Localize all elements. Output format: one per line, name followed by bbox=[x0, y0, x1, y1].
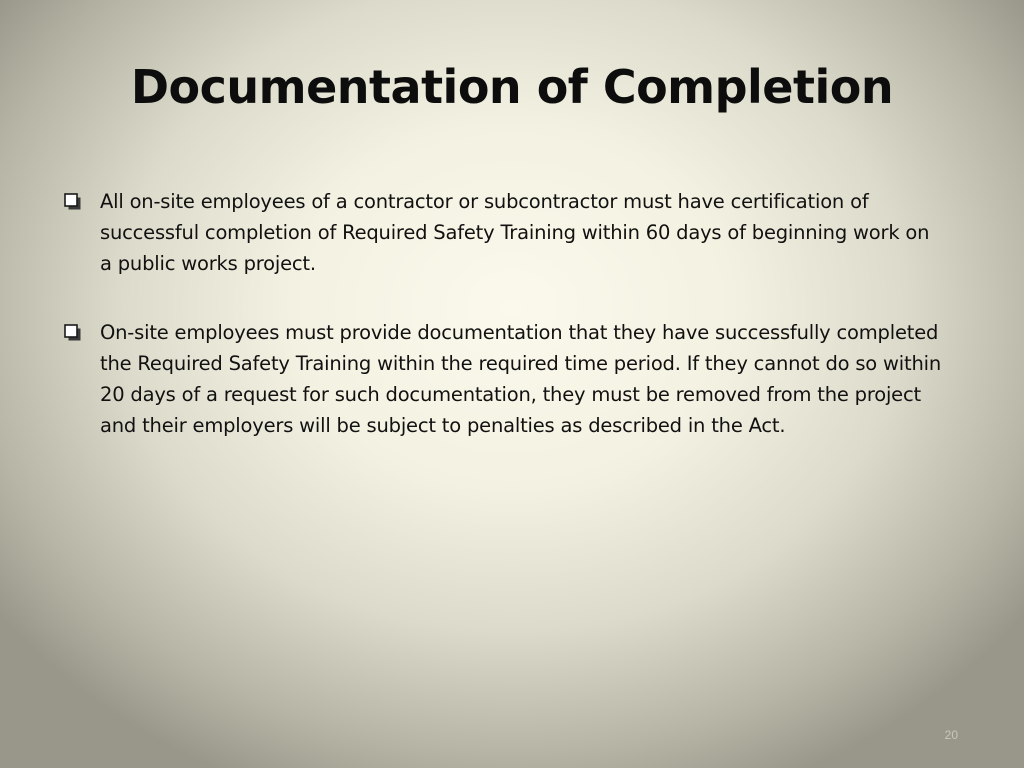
slide-title: Documentation of Completion bbox=[130, 60, 894, 114]
bullet-item bbox=[64, 317, 944, 441]
bullet-text: On-site employees must provide documentation that they have successfully completed the Required Safety Training within the required time period. If they cannot do so within 20 days of a request for such documentation, they must be removed from the project and their employers will be subject to penalties as described in the Act. bbox=[100, 321, 941, 437]
checkbox-bullet-icon bbox=[64, 324, 82, 342]
bullet-list bbox=[64, 186, 944, 479]
bullet-item bbox=[64, 186, 944, 279]
checkbox-bullet-icon bbox=[64, 193, 82, 211]
bullet-text: All on-site employees of a contractor or subcontractor must have certification of successful completion of Required Safety Training within 60 days of beginning work on a public works project. bbox=[100, 190, 930, 275]
slide-number: 20 bbox=[944, 728, 958, 742]
